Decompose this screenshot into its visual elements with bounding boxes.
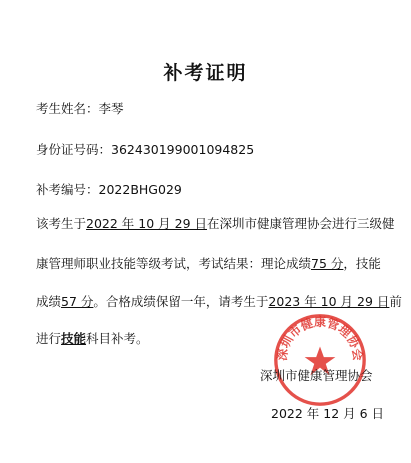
body-text: 科目补考。 bbox=[86, 331, 149, 346]
body-text: 进行 bbox=[36, 331, 62, 346]
body-line-1 bbox=[36, 214, 395, 232]
body-text: ，技能 bbox=[343, 256, 381, 271]
seal-text: 深圳市健康管理协会 bbox=[274, 315, 366, 362]
candidate-name-row bbox=[36, 99, 124, 117]
exam-number-row bbox=[36, 180, 182, 198]
retake-deadline: 2023 年 10 月 29 日 bbox=[268, 294, 390, 309]
body-text: 在深圳市健康管理协会进行三级健 bbox=[207, 216, 395, 231]
issuer-name: 深圳市健康管理协会 bbox=[260, 368, 373, 383]
candidate-name-label: 考生姓名： bbox=[36, 101, 99, 116]
document-title: 补考证明 bbox=[163, 62, 248, 84]
candidate-name-value: 李琴 bbox=[98, 101, 124, 116]
body-text: 前 bbox=[389, 294, 402, 309]
exam-number-label: 补考编号： bbox=[36, 182, 99, 197]
official-seal-stamp bbox=[272, 312, 368, 408]
body-text: 。合格成绩保留一年，请考生于 bbox=[93, 294, 269, 309]
exam-number-value: 2022BHG029 bbox=[98, 182, 182, 197]
body-text: 该考生于 bbox=[36, 216, 87, 231]
body-text: 成绩 bbox=[36, 294, 62, 309]
id-number-value: 362430199001094825 bbox=[111, 142, 255, 157]
issue-date: 2022 年 12 月 6 日 bbox=[271, 406, 385, 421]
body-text: 康管理师职业技能等级考试，考试结果：理论成绩 bbox=[36, 256, 312, 271]
body-line-3 bbox=[36, 292, 402, 310]
theory-score: 75 分 bbox=[311, 256, 344, 271]
id-number-label: 身份证号码： bbox=[36, 142, 112, 157]
body-line-2 bbox=[36, 254, 381, 272]
body-line-4 bbox=[36, 329, 149, 347]
skill-score: 57 分 bbox=[61, 294, 94, 309]
retake-subject: 技能 bbox=[61, 331, 87, 346]
exam-date: 2022 年 10 月 29 日 bbox=[86, 216, 208, 231]
id-number-row bbox=[36, 140, 254, 158]
